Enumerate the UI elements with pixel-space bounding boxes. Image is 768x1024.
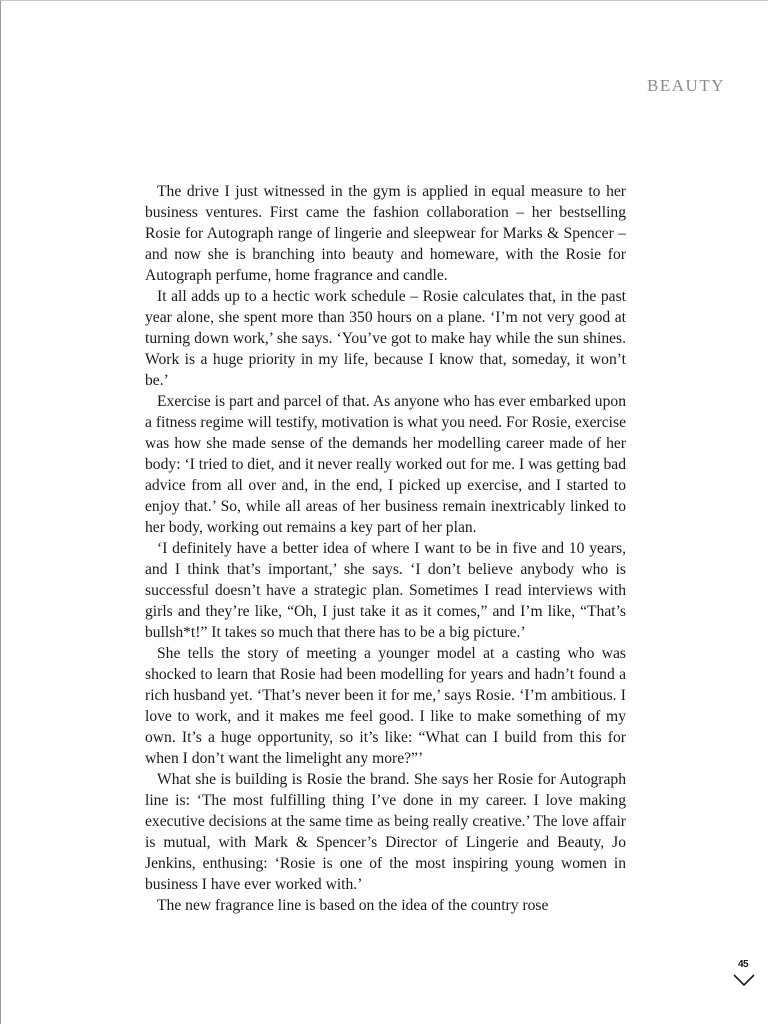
- article-paragraph: What she is building is Rosie the brand. She says her Rosie for Autograph line is: ‘The most fulfilling thing I’ve done in my career. I love making executive decisions at the same time as being really creative.’ The love affair is mutual, with Mark & Spencer’s Director of Lingerie and Beauty, Jo Jenkins, enthusing: ‘Rosie is one of the most inspiring young women in business I have ever worked with.’: [145, 771, 626, 893]
- article-paragraph: ‘I definitely have a better idea of where I want to be in five and 10 years, and I think that’s important,’ she says. ‘I don’t believe anybody who is successful doesn’t have a strategic plan. Sometimes I read interviews with girls and they’re like, “Oh, I just take it as it comes,” and I’m like, “That’s bullsh*t!” It takes so much that there has to be a big picture.’: [145, 540, 626, 641]
- page-number: 45: [738, 959, 749, 970]
- article-paragraph: The new fragrance line is based on the idea of the country rose: [157, 897, 549, 914]
- article-paragraph: The drive I just witnessed in the gym is applied in equal measure to her business ventures. First came the fashion collaboration – her bestselling Rosie for Autograph range of lingerie and sleepwear for Marks & Spencer – and now she is branching into beauty and homeware, with the Rosie for Autograph perfume, home fragrance and candle.: [145, 183, 626, 284]
- chevron-down-icon[interactable]: [732, 973, 756, 987]
- section-label: BEAUTY: [647, 76, 725, 95]
- article-paragraph: It all adds up to a hectic work schedule – Rosie calculates that, in the past year alone, she spent more than 350 hours on a plane. ‘I’m not very good at turning down work,’ she says. ‘You’ve got to make hay while the sun shines. Work is a huge priority in my life, because I know that, someday, it won’t be.’: [145, 288, 626, 389]
- article-paragraph: Exercise is part and parcel of that. As anyone who has ever embarked upon a fitness regime will testify, motivation is what you need. For Rosie, exercise was how she made sense of the demands her modelling career made of her body: ‘I tried to diet, and it never really worked out for me. I was getting bad advice from all over and, in the end, I picked up exercise, and I started to enjoy that.’ So, while all areas of her business remain inextricably linked to her body, working out remains a key part of her plan.: [145, 393, 626, 536]
- article-paragraph: She tells the story of meeting a younger model at a casting who was shocked to learn that Rosie had been modelling for years and hadn’t found a rich husband yet. ‘That’s never been it for me,’ says Rosie. ‘I’m ambitious. I love to work, and it makes me feel good. I like to make something of my own. It’s a huge opportunity, so it’s like: “What can I build from this for when I don’t want the limelight any more?”’: [145, 645, 626, 767]
- article-body: [145, 181, 626, 916]
